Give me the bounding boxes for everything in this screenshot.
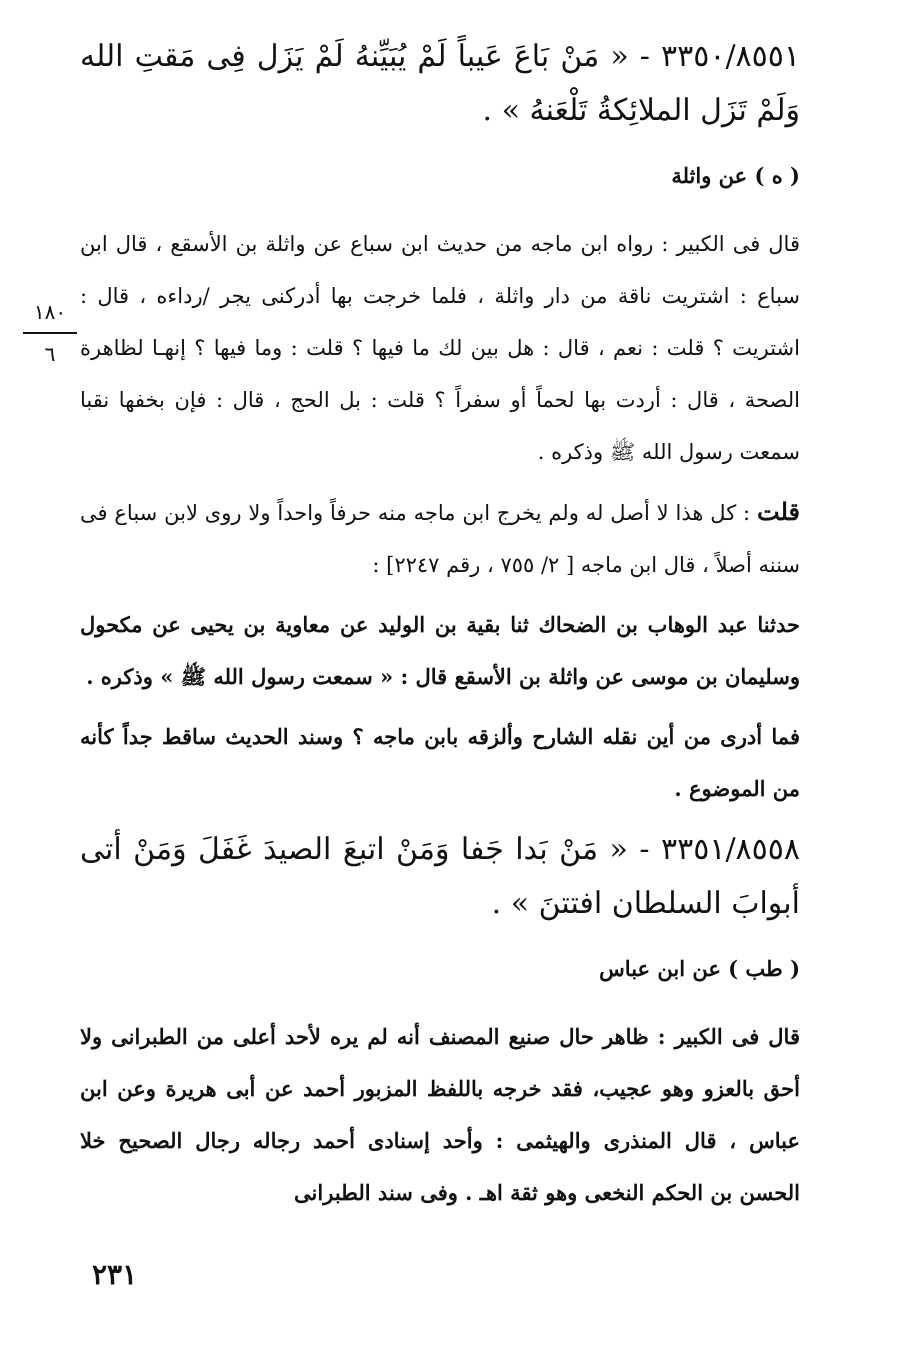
- page-number: ٢٣١: [92, 1258, 138, 1291]
- hadith-text-2: ٣٣٥١/٨٥٥٨ - « مَنْ بَدا جَفا وَمَنْ اتبعَ الصيدَ غَفَلَ وَمَنْ أتى أبوابَ السلطان افتتنَ » .: [80, 832, 800, 921]
- margin-note-volume: ١٨٠: [33, 300, 67, 324]
- margin-note-divider: [23, 332, 77, 334]
- hadith-source-1: ( ه ) عن واثلة: [671, 163, 800, 188]
- document-page: [80, 30, 800, 1227]
- commentary-paragraph-4: فما أدرى من أين نقله الشارح وألزقه بابن ماجه ؟ وسند الحديث ساقط جداً كأنه من الموضوع .: [80, 724, 800, 801]
- margin-note: [20, 298, 80, 368]
- commentary-paragraph-1: قال فى الكبير : رواه ابن ماجه من حديث ابن سباع عن واثلة بن الأسقع ، قال ابن سباع : اشتريت ناقة من دار واثلة ، فلما خرجت بها أدركنى يجر /رداءه ، قال : اشتريت ؟ قلت : نعم ، قال : هل بين لك ما فيها ؟ قلت : وما فيها ؟ إنهـا لظاهرة الصحة ، قال : أردت بها لحماً أو سفراً ؟ قلت : بل الحج ، قال : فإن بخفها نقبا سمعت رسول الله ﷺ وذكره .: [80, 232, 800, 464]
- margin-note-page: ٦: [44, 342, 56, 366]
- commentary-lead-word: قلت: [757, 497, 800, 526]
- hadith-source-2: ( طب ) عن ابن عباس: [599, 956, 800, 981]
- commentary-paragraph-2: [80, 486, 800, 591]
- commentary-paragraph-3: حدثنا عبد الوهاب بن الضحاك ثنا بقية بن الوليد عن معاوية بن يحيى عن مكحول وسليمان بن موسى عن واثلة بن الأسقع قال : « سمعت رسول الله ﷺ » وذكره .: [80, 612, 800, 689]
- commentary-paragraph-5: قال فى الكبير : ظاهر حال صنيع المصنف أنه لم يره لأحد أعلى من الطبرانى ولا أحق بالعزو وهو عجيب، فقد خرجه باللفظ المزبور أحمد عن أبى هريرة وعن ابن عباس ، قال المنذرى والهيثمى : وأحد إسنادى أحمد رجاله رجال الصحيح خلا الحسن بن الحكم النخعى وهو ثقة اهـ . وفى سند الطبرانى: [80, 1024, 800, 1205]
- commentary-paragraph-2-text: : كل هذا لا أصل له ولم يخرج ابن ماجه منه حرفاً واحداً ولا روى لابن سباع فى سننه أصلاً ، قال ابن ماجه [ ٢/ ٧٥٥ ، رقم ٢٢٤٧] :: [80, 501, 800, 577]
- hadith-text-1: ٣٣٥٠/٨٥٥١ - « مَنْ بَاعَ عَيباً لَمْ يُبَيِّنهُ لَمْ يَزَل فِى مَقتِ الله وَلَمْ تَزَل الملائِكةُ تَلْعَنهُ » .: [80, 39, 800, 128]
